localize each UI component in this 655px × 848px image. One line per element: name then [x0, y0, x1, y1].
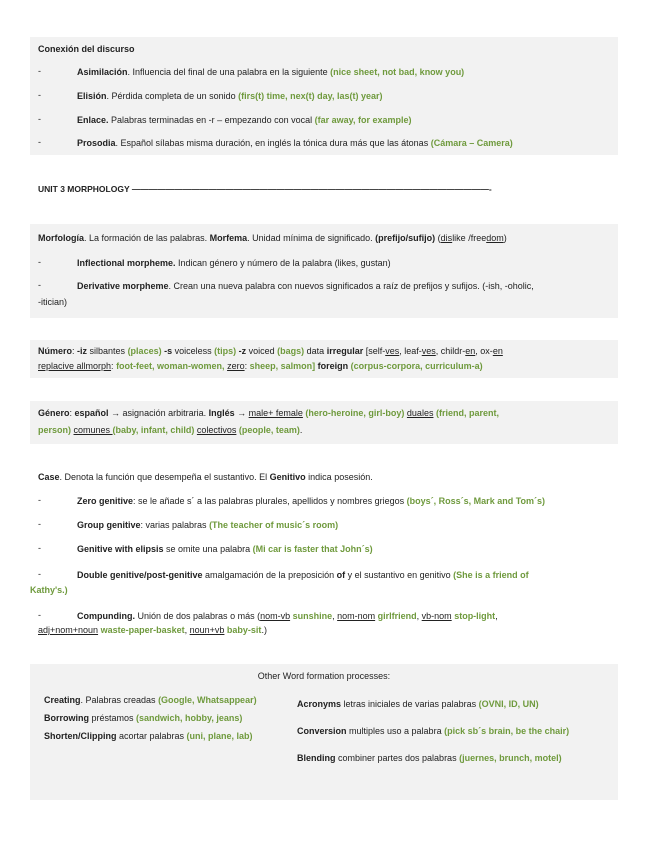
conexion-item	[30, 90, 618, 102]
example: sheep, salmon]	[249, 361, 316, 371]
pattern: nom-vb	[260, 611, 291, 621]
genero-section	[30, 401, 618, 444]
text: ,	[416, 611, 422, 621]
example: girlfriend	[375, 611, 417, 621]
example: (hero-heroine, girl-boy)	[302, 408, 407, 418]
text: :	[111, 361, 117, 371]
bullet-dash: -	[38, 519, 41, 529]
conexion-item-text	[77, 137, 513, 149]
example: (corpus-corpora, curriculum-a)	[350, 361, 483, 371]
text: data	[304, 346, 327, 356]
morfologia-item-text	[77, 257, 391, 269]
continuation: Kathy's.)	[30, 585, 68, 595]
pattern: adj+nom+noun	[38, 625, 99, 635]
process-item	[297, 691, 613, 718]
morfologia-item	[30, 280, 618, 310]
term: Número	[38, 346, 73, 356]
term: colectivos	[196, 425, 237, 435]
definition: : se le añade s´ a las palabras plurales, apellidos y nombres griegos	[133, 496, 407, 506]
term: Genitive with elipsis	[77, 544, 164, 554]
definition: . Crean una nueva palabra con nuevos significados a raíz de prefijos y sufijos. (-ish, -oholic,	[168, 281, 534, 291]
example: (boys´, Ross´s, Mark and Tom´s)	[406, 496, 546, 506]
term: Enlace.	[77, 115, 109, 125]
pattern: nom-nom	[337, 611, 376, 621]
term: Double genitive/post-genitive	[77, 570, 203, 580]
example: (people, team)	[236, 425, 300, 435]
bullet-dash: -	[38, 280, 41, 290]
term: zero	[227, 361, 245, 371]
term: Group genitive	[77, 520, 141, 530]
term: Creating	[44, 695, 81, 705]
example: (pick sb´s brain, be the chair)	[444, 726, 570, 736]
definition: acortar palabras	[116, 731, 187, 741]
pattern: noun+vb	[189, 625, 225, 635]
case-item	[30, 495, 618, 507]
text: indica posesión.	[305, 472, 373, 482]
suffix: en	[492, 346, 503, 356]
case-section	[30, 465, 618, 645]
example: (OVNI, ID, UN)	[478, 699, 539, 709]
term: male+ female	[248, 408, 303, 418]
text: → asignación arbitraria.	[108, 408, 209, 418]
definition: multiples uso a palabra	[346, 726, 445, 736]
bullet-dash: -	[38, 257, 41, 267]
example: baby-sit	[224, 625, 262, 635]
case-item-text	[77, 569, 529, 581]
example: (places)	[127, 346, 162, 356]
text: )	[503, 233, 507, 243]
suffix: en	[465, 346, 476, 356]
definition: . Pérdida completa de un sonido	[106, 91, 239, 101]
text: (	[435, 233, 441, 243]
example: (baby, infant, child)	[112, 425, 197, 435]
conexion-item	[30, 114, 618, 126]
example: (She is a friend of	[453, 570, 529, 580]
term: Compunding.	[77, 611, 135, 621]
definition: combiner partes dos palabras	[335, 753, 460, 763]
definition: . Influencia del final de una palabra en la siguiente	[127, 67, 331, 77]
term: Case	[38, 472, 60, 482]
term: Asimilación	[77, 67, 128, 77]
definition: y el sustantivo en genitivo	[345, 570, 454, 580]
unit-heading: UNIT 3 MORPHOLOGY ——————————————————————————————————————————-	[38, 184, 492, 194]
term: español	[74, 408, 109, 418]
example: (The teacher of music´s room)	[209, 520, 339, 530]
example: stop-light	[451, 611, 496, 621]
term: Derivative morpheme	[77, 281, 169, 291]
example: (bags)	[277, 346, 305, 356]
process-item	[44, 727, 274, 745]
term: -s	[161, 346, 173, 356]
case-item-text	[77, 519, 338, 531]
term: duales	[406, 408, 434, 418]
genero-line-1	[38, 407, 499, 419]
numero-line-2	[38, 360, 483, 372]
text: ,	[184, 625, 190, 635]
definition: amalgamación de la preposición	[202, 570, 337, 580]
text: :	[69, 408, 75, 418]
text: :	[244, 361, 250, 371]
text: . Unidad mínima de significado.	[247, 233, 376, 243]
term: Borrowing	[44, 713, 89, 723]
case-item-text	[77, 495, 545, 507]
text: ,	[332, 611, 338, 621]
text: , ox-	[475, 346, 493, 356]
example: (tips)	[214, 346, 237, 356]
definition: : varias palabras	[140, 520, 210, 530]
text: like /free	[452, 233, 487, 243]
term: comunes	[73, 425, 113, 435]
term: Inglés	[208, 408, 235, 418]
example: (uni, plane, lab)	[186, 731, 253, 741]
term: replacive allmorph	[38, 361, 112, 371]
example: (Cámara – Camera)	[430, 138, 513, 148]
term: Genitivo	[269, 472, 306, 482]
term: Morfología	[38, 233, 84, 243]
numero-section	[30, 340, 618, 378]
continuation: -itician)	[38, 297, 68, 307]
case-item	[30, 543, 618, 555]
example: (juernes, brunch, motel)	[459, 753, 562, 763]
definition: Palabras terminadas en -r – empezando con vocal	[108, 115, 315, 125]
morfologia-section	[30, 224, 618, 318]
conexion-item-text	[77, 114, 412, 126]
process-item	[297, 718, 613, 745]
case-definition	[38, 471, 373, 483]
term: irregular	[326, 346, 364, 356]
example: (friend, parent,	[433, 408, 499, 418]
definition: préstamos	[89, 713, 137, 723]
bullet-dash: -	[38, 569, 41, 579]
text: [self-	[363, 346, 386, 356]
example: waste-paper-basket	[98, 625, 185, 635]
text: . Denota la función que desempeña el sustantivo. El	[59, 472, 270, 482]
text: , childr-	[435, 346, 466, 356]
text: . La formación de las palabras.	[84, 233, 210, 243]
bullet-dash: -	[38, 610, 41, 620]
term: -iz	[77, 346, 88, 356]
bullet-dash: -	[38, 114, 41, 124]
term: Blending	[297, 753, 336, 763]
conexion-section	[30, 37, 618, 155]
left-column	[44, 691, 274, 745]
term: Shorten/Clipping	[44, 731, 117, 741]
term: Morfema	[209, 233, 248, 243]
definition: Indican género y número de la palabra (likes, gustan)	[175, 258, 391, 268]
pattern: vb-nom	[421, 611, 452, 621]
term: -z	[236, 346, 247, 356]
conexion-title: Conexión del discurso	[38, 44, 135, 54]
morfologia-item	[30, 257, 618, 269]
conexion-item	[30, 137, 618, 149]
case-item-text	[77, 543, 373, 555]
term: Zero genitive	[77, 496, 134, 506]
term: Acronyms	[297, 699, 342, 709]
suffix: ves	[385, 346, 400, 356]
example: foot-feet, woman-women,	[116, 361, 228, 371]
term: Inflectional morpheme.	[77, 258, 176, 268]
conexion-item-text	[77, 66, 464, 78]
suffix: dom	[486, 233, 504, 243]
bullet-dash: -	[38, 90, 41, 100]
term: (prefijo/sufijo)	[375, 233, 436, 243]
process-item	[44, 691, 274, 709]
process-item	[297, 745, 613, 772]
process-item	[44, 709, 274, 727]
example: (sandwich, hobby, jeans)	[136, 713, 243, 723]
other-processes-section	[30, 664, 618, 800]
bullet-dash: -	[38, 543, 41, 553]
bullet-dash: -	[38, 137, 41, 147]
example: (Google, Whatsappear)	[158, 695, 257, 705]
case-item	[30, 519, 618, 531]
example: (firs(t) time, nex(t) day, las(t) year)	[238, 91, 383, 101]
bullet-dash: -	[38, 66, 41, 76]
suffix: ves	[421, 346, 436, 356]
example: sunshine	[290, 611, 333, 621]
term: Conversion	[297, 726, 347, 736]
term: foreign	[315, 361, 351, 371]
bullet-dash: -	[38, 495, 41, 505]
example: (far away, for example)	[314, 115, 412, 125]
text: voiceless	[172, 346, 215, 356]
example: person)	[38, 425, 74, 435]
conexion-item-text	[77, 90, 382, 102]
term: of	[336, 570, 346, 580]
text: →	[234, 408, 249, 418]
other-title: Other Word formation processes:	[257, 671, 391, 681]
term: Elisión	[77, 91, 107, 101]
text: .)	[261, 625, 267, 635]
numero-line-1	[38, 345, 503, 357]
morfologia-item-text	[77, 280, 534, 292]
conexion-item	[30, 66, 618, 78]
case-item	[30, 569, 618, 599]
text: .	[299, 425, 303, 435]
case-item-text	[77, 610, 498, 622]
term: Género	[38, 408, 70, 418]
definition: letras iniciales de varias palabras	[341, 699, 479, 709]
example: (Mi car is faster that John´s)	[252, 544, 373, 554]
text: :	[72, 346, 78, 356]
text: ,	[495, 611, 498, 621]
text: voiced	[246, 346, 278, 356]
case-item	[30, 610, 618, 640]
genero-line-2	[38, 424, 302, 436]
definition: se omite una palabra	[163, 544, 253, 554]
definition: . Palabras creadas	[80, 695, 159, 705]
term: Prosodia	[77, 138, 116, 148]
example: (nice sheet, not bad, know you)	[330, 67, 465, 77]
definition: . Español sílabas misma duración, en inglés la tónica dura más que las átonas	[115, 138, 431, 148]
right-column	[297, 691, 613, 772]
prefix: dis	[440, 233, 453, 243]
morfologia-definition	[38, 232, 507, 244]
text: silbantes	[87, 346, 128, 356]
definition: Unión de dos palabras o más (	[135, 611, 261, 621]
continuation	[38, 624, 267, 636]
text: , leaf-	[399, 346, 422, 356]
